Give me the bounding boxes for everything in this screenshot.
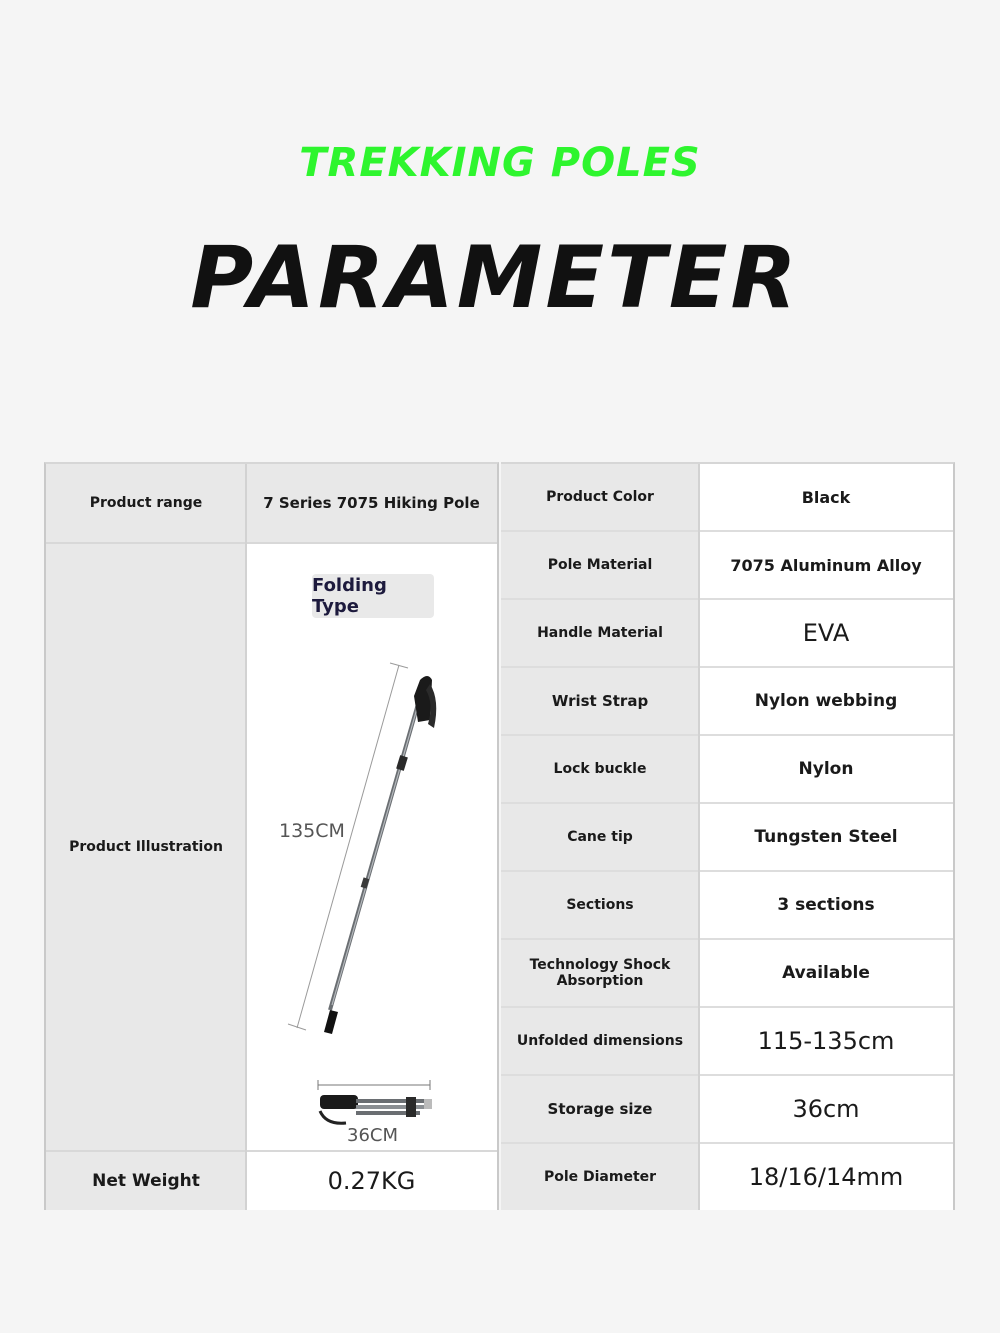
spec-value: 115-135cm: [699, 1008, 953, 1074]
spec-value: Black: [699, 464, 953, 530]
product-range-value: 7 Series 7075 Hiking Pole: [246, 464, 497, 542]
spec-label: Pole Diameter: [501, 1144, 699, 1210]
spec-label: Sections: [501, 872, 699, 938]
spec-label: Technology Shock Absorption: [501, 940, 699, 1006]
spec-label: Pole Material: [501, 532, 699, 598]
product-range-label: Product range: [46, 464, 246, 542]
spec-label: Storage size: [501, 1076, 699, 1142]
spec-label: Lock buckle: [501, 736, 699, 802]
page-title: PARAMETER: [190, 228, 800, 328]
folded-pole-image: [306, 1075, 436, 1135]
spec-label: Unfolded dimensions: [501, 1008, 699, 1074]
right-spec-panel: [501, 462, 955, 1210]
spec-value: 3 sections: [699, 872, 953, 938]
spec-label: Wrist Strap: [501, 668, 699, 734]
net-weight-value: 0.27KG: [246, 1152, 497, 1210]
spec-value: Nylon webbing: [699, 668, 953, 734]
product-illustration-label: Product Illustration: [46, 544, 246, 1150]
spec-value: Available: [699, 940, 953, 1006]
column-divider: [245, 464, 247, 1210]
spec-label: Product Color: [501, 464, 699, 530]
column-divider: [698, 464, 700, 1210]
spec-label: Cane tip: [501, 804, 699, 870]
folding-type-badge: Folding Type: [312, 574, 434, 618]
net-weight-label: Net Weight: [46, 1152, 246, 1210]
spec-value: 18/16/14mm: [699, 1144, 953, 1210]
folded-length-label: 36CM: [347, 1125, 399, 1146]
spec-label: Handle Material: [501, 600, 699, 666]
spec-value: Nylon: [699, 736, 953, 802]
trekking-pole-image: [262, 650, 452, 1050]
spec-value: 36cm: [699, 1076, 953, 1142]
length-label: 135CM: [279, 820, 345, 842]
subtitle: TREKKING POLES: [299, 140, 701, 186]
spec-value: EVA: [699, 600, 953, 666]
spec-value: Tungsten Steel: [699, 804, 953, 870]
spec-value: 7075 Aluminum Alloy: [699, 532, 953, 598]
